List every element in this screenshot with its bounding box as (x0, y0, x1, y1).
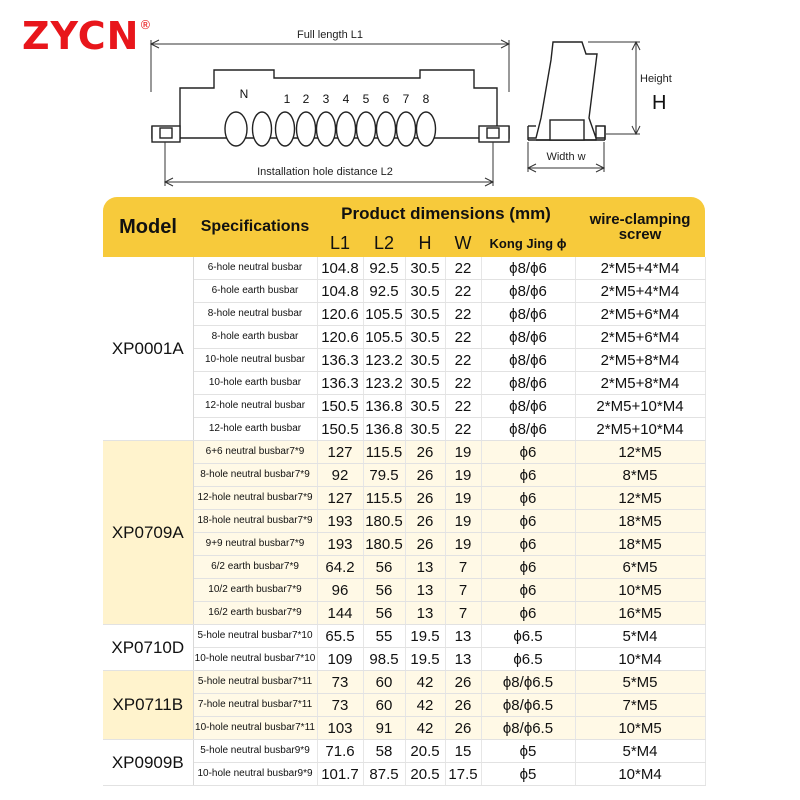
table-row (103, 441, 705, 464)
cell-l1: 65.5 (317, 625, 363, 648)
cell-l2: 105.5 (363, 303, 405, 326)
header-wire-clamping-screw: wire-clamping screw (575, 197, 705, 257)
terminal-number: 4 (342, 92, 350, 106)
cell-specification: 5-hole neutral busbar7*10 (193, 625, 317, 648)
cell-h: 30.5 (405, 372, 445, 395)
hole-distance-dimension (165, 142, 493, 186)
full-length-label: Full length L1 (296, 29, 364, 41)
cell-w: 22 (445, 257, 481, 280)
table-row (103, 372, 705, 395)
cell-w: 15 (445, 740, 481, 763)
cell-l2: 56 (363, 602, 405, 625)
cell-specification: 10-hole neutral busbar7*11 (193, 717, 317, 740)
cell-l2: 60 (363, 694, 405, 717)
cell-w: 7 (445, 602, 481, 625)
cell-wire-clamping-screw: 10*M4 (575, 763, 705, 786)
cell-kong-jing: ϕ8/ϕ6 (481, 303, 575, 326)
cell-l1: 109 (317, 648, 363, 671)
model-cell: XP0909B (103, 740, 193, 786)
cell-l2: 56 (363, 579, 405, 602)
cell-h: 13 (405, 579, 445, 602)
cell-kong-jing: ϕ6.5 (481, 648, 575, 671)
cell-specification: 6-hole neutral busbar (193, 257, 317, 280)
cell-wire-clamping-screw: 5*M4 (575, 625, 705, 648)
cell-h: 26 (405, 487, 445, 510)
cell-wire-clamping-screw: 6*M5 (575, 556, 705, 579)
cell-h: 19.5 (405, 625, 445, 648)
model-cell: XP0001A (103, 257, 193, 441)
cell-l1: 104.8 (317, 280, 363, 303)
cell-specification: 7-hole neutral busbar7*11 (193, 694, 317, 717)
cell-l2: 87.5 (363, 763, 405, 786)
cell-w: 22 (445, 303, 481, 326)
cell-wire-clamping-screw: 12*M5 (575, 441, 705, 464)
cell-kong-jing: ϕ6 (481, 556, 575, 579)
table-row (103, 303, 705, 326)
terminal-hole (337, 112, 356, 146)
cell-specification: 9+9 neutral busbar7*9 (193, 533, 317, 556)
cell-l1: 73 (317, 671, 363, 694)
cell-wire-clamping-screw: 10*M4 (575, 648, 705, 671)
cell-wire-clamping-screw: 2*M5+8*M4 (575, 349, 705, 372)
table-row (103, 326, 705, 349)
terminal-number: 5 (362, 92, 370, 106)
cell-w: 26 (445, 671, 481, 694)
cell-specification: 16/2 earth busbar7*9 (193, 602, 317, 625)
header-h: H (405, 230, 445, 257)
cell-l1: 127 (317, 487, 363, 510)
cell-w: 22 (445, 326, 481, 349)
header-w: W (445, 230, 481, 257)
cell-specification: 18-hole neutral busbar7*9 (193, 510, 317, 533)
cell-l2: 180.5 (363, 510, 405, 533)
cell-kong-jing: ϕ6 (481, 487, 575, 510)
cell-w: 7 (445, 556, 481, 579)
cell-specification: 5-hole neutral busbar9*9 (193, 740, 317, 763)
cell-w: 19 (445, 464, 481, 487)
terminal-hole (357, 112, 376, 146)
cell-l1: 144 (317, 602, 363, 625)
cell-h: 13 (405, 602, 445, 625)
header-specifications: Specifications (193, 197, 317, 257)
terminal-number: 1 (283, 92, 291, 106)
cell-specification: 8-hole neutral busbar (193, 303, 317, 326)
brand-name: ZYCN (22, 14, 140, 58)
model-cell: XP0711B (103, 671, 193, 740)
cell-h: 26 (405, 533, 445, 556)
cell-w: 19 (445, 441, 481, 464)
header-model: Model (103, 197, 193, 257)
cell-w: 17.5 (445, 763, 481, 786)
cell-kong-jing: ϕ5 (481, 740, 575, 763)
cell-l1: 101.7 (317, 763, 363, 786)
cell-l1: 92 (317, 464, 363, 487)
cell-l1: 103 (317, 717, 363, 740)
cell-l2: 91 (363, 717, 405, 740)
cell-l1: 64.2 (317, 556, 363, 579)
cell-l2: 115.5 (363, 487, 405, 510)
cell-h: 20.5 (405, 763, 445, 786)
cell-h: 13 (405, 556, 445, 579)
cell-l2: 55 (363, 625, 405, 648)
table-row (103, 763, 705, 786)
table-row (103, 510, 705, 533)
cell-wire-clamping-screw: 2*M5+6*M4 (575, 303, 705, 326)
cell-specification: 10-hole neutral busbar7*10 (193, 648, 317, 671)
cell-kong-jing: ϕ6.5 (481, 625, 575, 648)
cell-l1: 193 (317, 533, 363, 556)
cell-kong-jing: ϕ6 (481, 579, 575, 602)
cell-h: 26 (405, 464, 445, 487)
cell-specification: 12-hole earth busbar (193, 418, 317, 441)
terminal-number: 7 (402, 92, 410, 106)
table-row (103, 579, 705, 602)
cell-l2: 98.5 (363, 648, 405, 671)
terminal-hole (276, 112, 295, 146)
cell-kong-jing: ϕ6 (481, 533, 575, 556)
height-label: Height (640, 73, 672, 85)
cell-kong-jing: ϕ8/ϕ6 (481, 326, 575, 349)
cell-l2: 56 (363, 556, 405, 579)
busbar-dimension-drawing (0, 0, 800, 200)
cell-specification: 6+6 neutral busbar7*9 (193, 441, 317, 464)
cell-w: 13 (445, 648, 481, 671)
cell-l2: 136.8 (363, 395, 405, 418)
cell-kong-jing: ϕ6 (481, 602, 575, 625)
registered-mark: ® (139, 18, 153, 33)
cell-kong-jing: ϕ8/ϕ6.5 (481, 671, 575, 694)
cell-wire-clamping-screw: 2*M5+8*M4 (575, 372, 705, 395)
cell-specification: 6-hole earth busbar (193, 280, 317, 303)
cell-h: 30.5 (405, 280, 445, 303)
cell-wire-clamping-screw: 12*M5 (575, 487, 705, 510)
header-product-dimensions: Product dimensions (mm) (317, 197, 575, 230)
cell-kong-jing: ϕ8/ϕ6.5 (481, 694, 575, 717)
cell-h: 30.5 (405, 326, 445, 349)
hole-distance-label: Installation hole distance L2 (257, 166, 393, 178)
cell-l2: 105.5 (363, 326, 405, 349)
cell-h: 20.5 (405, 740, 445, 763)
table-row (103, 395, 705, 418)
cell-wire-clamping-screw: 10*M5 (575, 579, 705, 602)
cell-l2: 60 (363, 671, 405, 694)
cell-wire-clamping-screw: 18*M5 (575, 510, 705, 533)
table-row (103, 556, 705, 579)
busbar-side-view (528, 42, 605, 140)
table-row (103, 464, 705, 487)
cell-w: 26 (445, 694, 481, 717)
table-row (103, 740, 705, 763)
cell-l1: 127 (317, 441, 363, 464)
terminal-hole (317, 112, 336, 146)
cell-wire-clamping-screw: 7*M5 (575, 694, 705, 717)
table-row (103, 487, 705, 510)
cell-l2: 92.5 (363, 257, 405, 280)
cell-specification: 10-hole neutral busbar (193, 349, 317, 372)
cell-specification: 10-hole neutral busbar9*9 (193, 763, 317, 786)
cell-wire-clamping-screw: 2*M5+6*M4 (575, 326, 705, 349)
table-row (103, 717, 705, 740)
cell-l2: 180.5 (363, 533, 405, 556)
cell-wire-clamping-screw: 8*M5 (575, 464, 705, 487)
cell-kong-jing: ϕ6 (481, 441, 575, 464)
cell-l2: 136.8 (363, 418, 405, 441)
cell-w: 7 (445, 579, 481, 602)
cell-l1: 120.6 (317, 326, 363, 349)
cell-l1: 73 (317, 694, 363, 717)
cell-h: 30.5 (405, 395, 445, 418)
terminal-hole (225, 112, 247, 146)
cell-specification: 10/2 earth busbar7*9 (193, 579, 317, 602)
cell-l1: 120.6 (317, 303, 363, 326)
cell-l2: 79.5 (363, 464, 405, 487)
cell-w: 22 (445, 395, 481, 418)
header-l1: L1 (317, 230, 363, 257)
table-row (103, 625, 705, 648)
header-l2: L2 (363, 230, 405, 257)
cell-kong-jing: ϕ6 (481, 464, 575, 487)
cell-l1: 150.5 (317, 395, 363, 418)
product-spec-table (103, 197, 706, 786)
cell-wire-clamping-screw: 2*M5+4*M4 (575, 257, 705, 280)
table-row (103, 671, 705, 694)
cell-specification: 6/2 earth busbar7*9 (193, 556, 317, 579)
model-cell: XP0710D (103, 625, 193, 671)
cell-h: 30.5 (405, 303, 445, 326)
cell-wire-clamping-screw: 2*M5+4*M4 (575, 280, 705, 303)
table-row (103, 533, 705, 556)
cell-h: 26 (405, 441, 445, 464)
cell-kong-jing: ϕ8/ϕ6 (481, 349, 575, 372)
cell-w: 26 (445, 717, 481, 740)
cell-wire-clamping-screw: 16*M5 (575, 602, 705, 625)
terminal-hole (377, 112, 396, 146)
cell-h: 42 (405, 694, 445, 717)
table-row (103, 648, 705, 671)
cell-l1: 150.5 (317, 418, 363, 441)
cell-kong-jing: ϕ8/ϕ6 (481, 418, 575, 441)
terminal-number: 3 (322, 92, 330, 106)
table-row (103, 280, 705, 303)
cell-kong-jing: ϕ8/ϕ6 (481, 257, 575, 280)
cell-l2: 123.2 (363, 349, 405, 372)
cell-l2: 92.5 (363, 280, 405, 303)
cell-kong-jing: ϕ8/ϕ6 (481, 280, 575, 303)
cell-h: 30.5 (405, 349, 445, 372)
cell-h: 26 (405, 510, 445, 533)
cell-specification: 5-hole neutral busbar7*11 (193, 671, 317, 694)
terminal-number: 2 (302, 92, 310, 106)
table-row (103, 257, 705, 280)
cell-l1: 71.6 (317, 740, 363, 763)
terminal-hole (297, 112, 316, 146)
cell-h: 42 (405, 671, 445, 694)
cell-kong-jing: ϕ8/ϕ6 (481, 372, 575, 395)
cell-wire-clamping-screw: 2*M5+10*M4 (575, 418, 705, 441)
terminal-holes (225, 112, 436, 146)
cell-w: 19 (445, 533, 481, 556)
cell-wire-clamping-screw: 5*M5 (575, 671, 705, 694)
cell-h: 30.5 (405, 257, 445, 280)
table-row (103, 694, 705, 717)
terminal-hole (417, 112, 436, 146)
cell-l1: 136.3 (317, 349, 363, 372)
cell-l1: 96 (317, 579, 363, 602)
cell-specification: 8-hole earth busbar (193, 326, 317, 349)
cell-wire-clamping-screw: 5*M4 (575, 740, 705, 763)
cell-w: 13 (445, 625, 481, 648)
terminal-hole (253, 112, 272, 146)
cell-kong-jing: ϕ8/ϕ6 (481, 395, 575, 418)
cell-wire-clamping-screw: 10*M5 (575, 717, 705, 740)
cell-specification: 8-hole neutral busbar7*9 (193, 464, 317, 487)
cell-l2: 58 (363, 740, 405, 763)
cell-kong-jing: ϕ8/ϕ6.5 (481, 717, 575, 740)
cell-h: 42 (405, 717, 445, 740)
cell-l1: 136.3 (317, 372, 363, 395)
cell-l2: 115.5 (363, 441, 405, 464)
cell-kong-jing: ϕ6 (481, 510, 575, 533)
cell-wire-clamping-screw: 2*M5+10*M4 (575, 395, 705, 418)
terminal-number: 6 (382, 92, 390, 106)
cell-h: 19.5 (405, 648, 445, 671)
cell-specification: 10-hole earth busbar (193, 372, 317, 395)
cell-w: 19 (445, 510, 481, 533)
table-row (103, 349, 705, 372)
cell-l1: 104.8 (317, 257, 363, 280)
cell-wire-clamping-screw: 18*M5 (575, 533, 705, 556)
cell-w: 22 (445, 349, 481, 372)
height-symbol: H (652, 92, 667, 114)
cell-l2: 123.2 (363, 372, 405, 395)
cell-kong-jing: ϕ5 (481, 763, 575, 786)
cell-l1: 193 (317, 510, 363, 533)
terminal-number: 8 (422, 92, 430, 106)
cell-w: 22 (445, 372, 481, 395)
model-cell: XP0709A (103, 441, 193, 625)
table-row (103, 602, 705, 625)
cell-h: 30.5 (405, 418, 445, 441)
table-row (103, 418, 705, 441)
terminal-hole (397, 112, 416, 146)
spec-table-body (103, 257, 705, 786)
width-label: Width w (546, 151, 586, 163)
cell-w: 22 (445, 280, 481, 303)
cell-specification: 12-hole neutral busbar (193, 395, 317, 418)
neutral-label: N (239, 87, 249, 101)
cell-w: 19 (445, 487, 481, 510)
cell-specification: 12-hole neutral busbar7*9 (193, 487, 317, 510)
cell-w: 22 (445, 418, 481, 441)
header-kong-jing: Kong Jing ϕ (481, 230, 575, 257)
